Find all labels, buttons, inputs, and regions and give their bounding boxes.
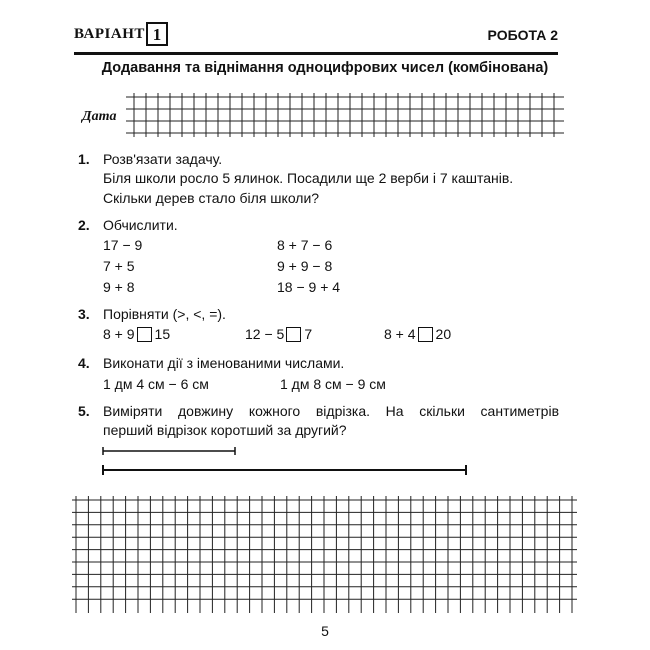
comparison-box[interactable]	[137, 327, 152, 342]
header	[74, 22, 558, 55]
task-5-line-2: перший відрізок коротший за другий?	[103, 422, 347, 438]
task-1-line-2: Скільки дерев стало біля школи?	[103, 190, 320, 206]
comparison-box[interactable]	[418, 327, 433, 342]
comparison-right: 15	[154, 326, 171, 342]
comparison-item	[384, 326, 451, 342]
work-label: РОБОТА 2	[487, 27, 558, 43]
variant-number: 1	[146, 22, 168, 46]
variant-label: ВАРІАНТ	[74, 26, 145, 42]
task-2-expr: 9 + 8	[103, 279, 135, 295]
comparison-box[interactable]	[286, 327, 301, 342]
task-4-number: 4.	[78, 355, 90, 371]
task-1-instruction: Розв'язати задачу.	[103, 151, 223, 167]
task-3-instruction: Порівняти (>, <, =).	[103, 306, 226, 322]
task-2-instruction: Обчислити.	[103, 217, 178, 233]
task-2-number: 2.	[78, 217, 90, 233]
task-1-number: 1.	[78, 151, 90, 167]
task-4-expr: 1 дм 8 см − 9 см	[280, 376, 386, 392]
comparison-left: 8 + 4	[384, 326, 416, 342]
task-2-expr: 8 + 7 − 6	[277, 237, 333, 253]
task-2-expr: 17 − 9	[103, 237, 143, 253]
comparison-right: 7	[304, 326, 313, 342]
page-title: Додавання та віднімання одноцифрових чисел (комбінована)	[101, 60, 549, 76]
task-1-line-1: Біля школи росло 5 ялинок. Посадили ще 2 верби і 7 каштанів.	[103, 170, 514, 186]
task-4-instruction: Виконати дії з іменованими числами.	[103, 355, 345, 371]
task-2-expr: 9 + 9 − 8	[277, 258, 333, 274]
task-4-expr: 1 дм 4 см − 6 см	[103, 376, 209, 392]
task-3-number: 3.	[78, 306, 90, 322]
task-2-expr: 18 − 9 + 4	[277, 279, 341, 295]
comparison-left: 12 − 5	[245, 326, 285, 342]
page-number: 5	[321, 623, 329, 639]
comparison-right: 20	[435, 326, 452, 342]
comparison-left: 8 + 9	[103, 326, 135, 342]
comparison-item	[103, 326, 170, 342]
task-5-line-1: Виміряти довжину кожного відрізка. На скільки сантиметрів	[103, 403, 559, 419]
comparison-item	[245, 326, 312, 342]
task-2-expr: 7 + 5	[103, 258, 135, 274]
task-5-number: 5.	[78, 403, 90, 419]
date-label: Дата	[82, 109, 117, 124]
